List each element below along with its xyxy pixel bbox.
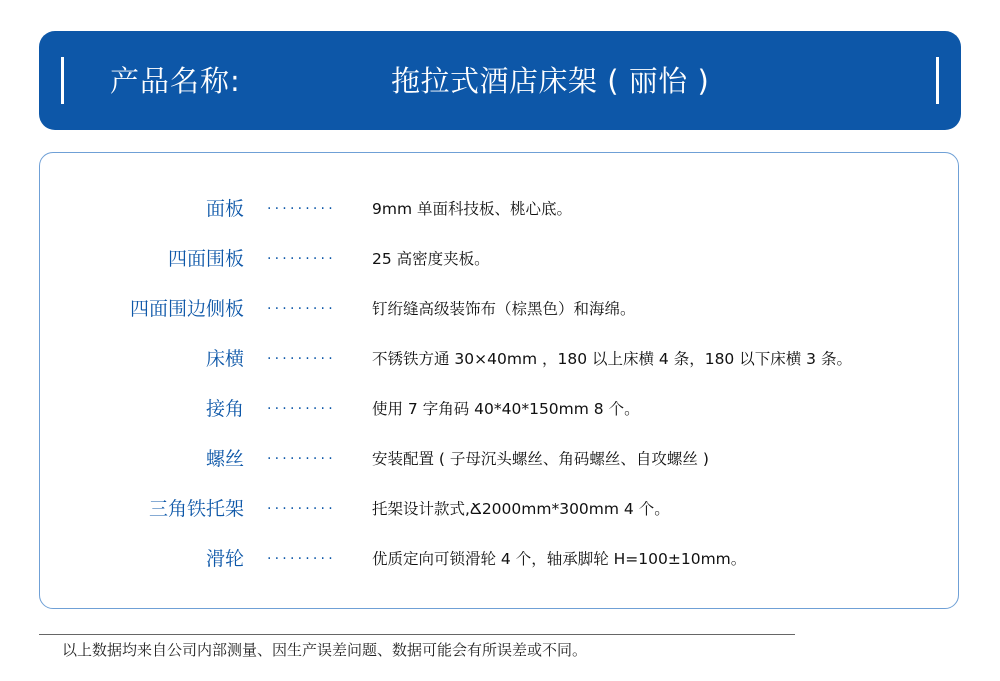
header-left-bar (61, 57, 64, 104)
spec-value: 钉绗缝高级装饰布（棕黑色）和海绵。 (372, 300, 636, 318)
product-name: 拖拉式酒店床架 ( 丽怡 ) (391, 64, 710, 98)
leader-dots: ········· (267, 451, 336, 467)
spec-key: 三角铁托架 (148, 498, 244, 520)
spec-value: 25 高密度夹板。 (372, 250, 490, 268)
footnote-divider (39, 634, 795, 635)
spec-value: 不锈铁方通 30×40mm ，180 以上床横 4 条，180 以下床横 3 条。 (372, 350, 852, 368)
leader-dots: ········· (267, 501, 336, 517)
footnote: 以上数据均来自公司内部测量、因生产误差问题、数据可能会有所误差或不同。 (62, 641, 588, 659)
spec-value: 优质定向可锁滑轮 4 个，轴承脚轮 H=100±10mm。 (372, 550, 747, 568)
header-right-bar (936, 57, 939, 104)
spec-key: 面板 (205, 198, 244, 220)
spec-row (40, 494, 958, 524)
leader-dots: ········· (267, 251, 336, 267)
spec-key: 床横 (205, 348, 244, 370)
spec-key: 接角 (205, 398, 244, 420)
spec-key: 四面围边侧板 (129, 298, 244, 320)
spec-row (40, 294, 958, 324)
spec-key: 四面围板 (167, 248, 244, 270)
spec-row (40, 344, 958, 374)
leader-dots: ········· (267, 301, 336, 317)
leader-dots: ········· (267, 401, 336, 417)
leader-dots: ········· (267, 551, 336, 567)
leader-dots: ········· (267, 201, 336, 217)
spec-key: 滑轮 (205, 548, 244, 570)
spec-row (40, 194, 958, 224)
product-header (39, 31, 961, 130)
spec-panel (39, 152, 959, 609)
spec-key: 螺丝 (205, 448, 244, 470)
spec-value: 使用 7 字角码 40*40*150mm 8 个。 (372, 400, 640, 418)
spec-row (40, 444, 958, 474)
spec-row (40, 244, 958, 274)
spec-row (40, 544, 958, 574)
spec-value: 9mm 单面科技板、桃心底。 (372, 200, 572, 218)
spec-row (40, 394, 958, 424)
leader-dots: ········· (267, 351, 336, 367)
spec-value: 托架设计款式,Ճ2000mm*300mm 4 个。 (372, 500, 670, 518)
spec-value: 安装配置 ( 子母沉头螺丝、角码螺丝、自攻螺丝 ) (372, 450, 709, 468)
product-name-label: 产品名称: (110, 64, 241, 98)
